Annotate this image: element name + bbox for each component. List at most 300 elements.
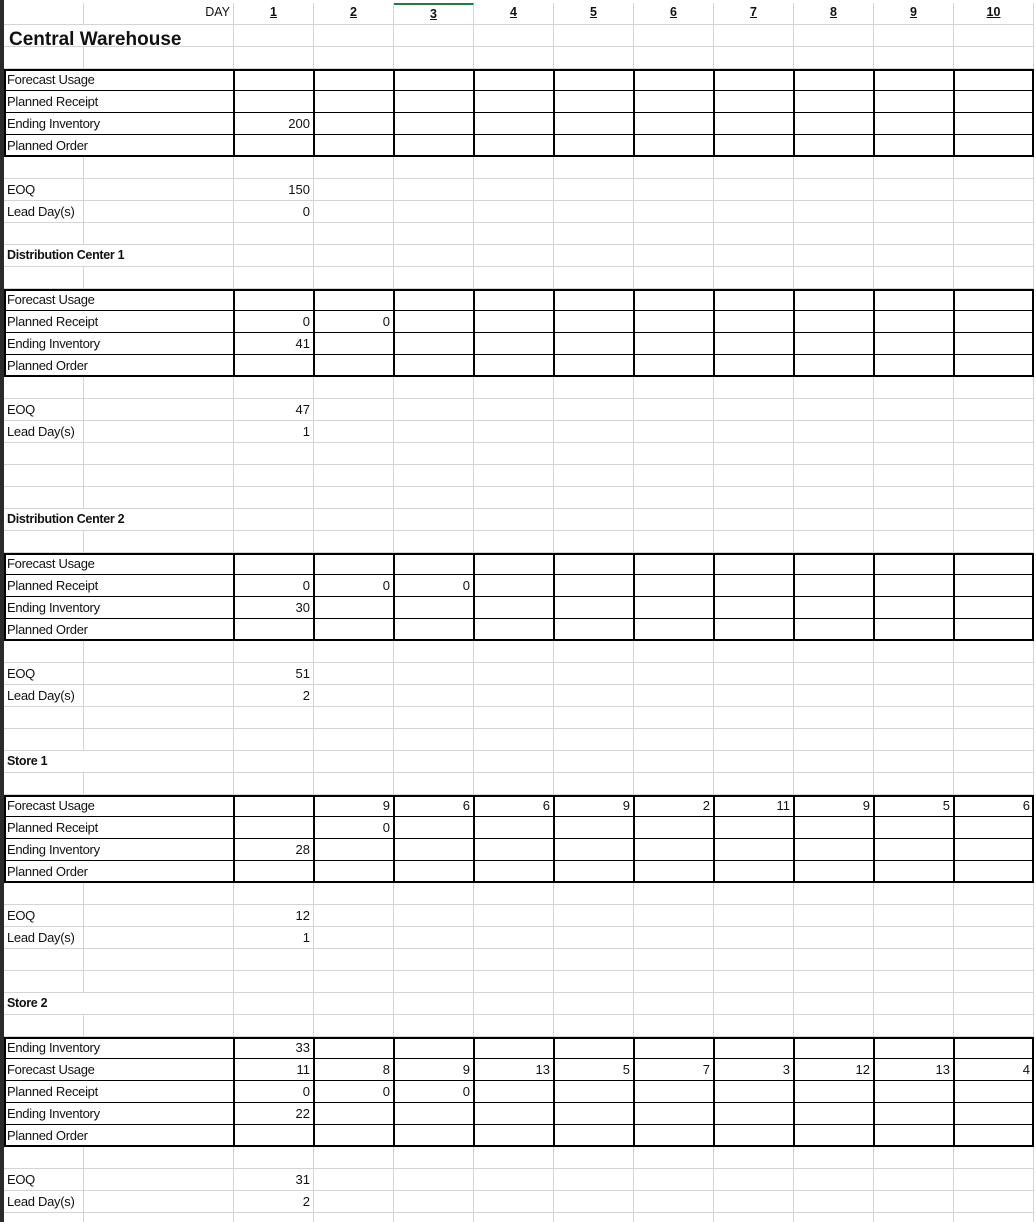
grid-cell[interactable] bbox=[554, 267, 634, 289]
grid-cell[interactable] bbox=[4, 47, 84, 69]
grid-cell[interactable] bbox=[84, 377, 234, 399]
grid-cell[interactable] bbox=[474, 685, 554, 707]
grid-cell[interactable] bbox=[874, 377, 954, 399]
grid-cell[interactable] bbox=[474, 773, 554, 795]
value-cell[interactable] bbox=[314, 289, 394, 311]
grid-cell[interactable] bbox=[394, 377, 474, 399]
grid-cell[interactable] bbox=[634, 179, 714, 201]
value-cell[interactable] bbox=[954, 1081, 1034, 1103]
value-cell[interactable] bbox=[394, 91, 474, 113]
value-cell[interactable] bbox=[954, 113, 1034, 135]
value-cell[interactable] bbox=[314, 333, 394, 355]
grid-cell[interactable] bbox=[474, 641, 554, 663]
grid-cell[interactable] bbox=[954, 993, 1034, 1015]
grid-cell[interactable] bbox=[714, 377, 794, 399]
value-cell[interactable] bbox=[234, 91, 314, 113]
grid-cell[interactable] bbox=[714, 1169, 794, 1191]
value-cell[interactable] bbox=[314, 69, 394, 91]
grid-cell[interactable] bbox=[714, 1015, 794, 1037]
value-cell[interactable] bbox=[234, 1125, 314, 1147]
grid-cell[interactable] bbox=[954, 1191, 1034, 1213]
grid-cell[interactable] bbox=[714, 685, 794, 707]
grid-cell[interactable] bbox=[954, 971, 1034, 993]
grid-cell[interactable] bbox=[714, 223, 794, 245]
grid-cell[interactable] bbox=[874, 685, 954, 707]
grid-cell[interactable] bbox=[234, 1015, 314, 1037]
grid-cell[interactable] bbox=[4, 1147, 84, 1169]
grid-cell[interactable] bbox=[84, 399, 234, 421]
grid-cell[interactable] bbox=[554, 773, 634, 795]
grid-cell[interactable] bbox=[394, 1015, 474, 1037]
value-cell[interactable] bbox=[874, 91, 954, 113]
value-cell[interactable] bbox=[714, 575, 794, 597]
value-cell[interactable] bbox=[954, 333, 1034, 355]
value-cell[interactable] bbox=[394, 597, 474, 619]
value-cell[interactable]: 0 bbox=[314, 1081, 394, 1103]
grid-cell[interactable] bbox=[474, 399, 554, 421]
grid-cell[interactable] bbox=[84, 685, 234, 707]
grid-cell[interactable] bbox=[634, 773, 714, 795]
grid-cell[interactable] bbox=[84, 157, 234, 179]
grid-cell[interactable] bbox=[954, 487, 1034, 509]
value-cell[interactable]: 200 bbox=[234, 113, 314, 135]
grid-cell[interactable] bbox=[234, 245, 314, 267]
grid-cell[interactable] bbox=[874, 927, 954, 949]
value-cell[interactable] bbox=[634, 113, 714, 135]
param-value[interactable]: 0 bbox=[234, 201, 314, 223]
value-cell[interactable] bbox=[474, 113, 554, 135]
grid-cell[interactable] bbox=[314, 685, 394, 707]
value-cell[interactable] bbox=[634, 619, 714, 641]
grid-cell[interactable] bbox=[474, 487, 554, 509]
value-cell[interactable] bbox=[554, 553, 634, 575]
grid-cell[interactable] bbox=[634, 993, 714, 1015]
grid-cell[interactable] bbox=[84, 1147, 234, 1169]
grid-cell[interactable] bbox=[554, 1015, 634, 1037]
grid-cell[interactable] bbox=[874, 883, 954, 905]
grid-cell[interactable] bbox=[874, 641, 954, 663]
grid-cell[interactable] bbox=[954, 509, 1034, 531]
grid-cell[interactable] bbox=[474, 245, 554, 267]
value-cell[interactable] bbox=[874, 553, 954, 575]
value-cell[interactable] bbox=[554, 861, 634, 883]
grid-cell[interactable] bbox=[474, 531, 554, 553]
grid-cell[interactable] bbox=[84, 663, 234, 685]
value-cell[interactable] bbox=[314, 1125, 394, 1147]
value-cell[interactable] bbox=[474, 553, 554, 575]
grid-cell[interactable] bbox=[314, 179, 394, 201]
grid-cell[interactable] bbox=[4, 443, 84, 465]
grid-cell[interactable] bbox=[874, 531, 954, 553]
grid-cell[interactable] bbox=[84, 487, 234, 509]
value-cell[interactable] bbox=[474, 355, 554, 377]
grid-cell[interactable] bbox=[954, 905, 1034, 927]
value-cell[interactable] bbox=[394, 333, 474, 355]
grid-cell[interactable] bbox=[874, 1169, 954, 1191]
grid-cell[interactable] bbox=[474, 949, 554, 971]
grid-cell[interactable] bbox=[394, 245, 474, 267]
value-cell[interactable] bbox=[634, 553, 714, 575]
grid-cell[interactable] bbox=[714, 663, 794, 685]
grid-cell[interactable] bbox=[634, 707, 714, 729]
grid-cell[interactable] bbox=[634, 1015, 714, 1037]
grid-cell[interactable] bbox=[474, 47, 554, 69]
param-value[interactable]: 2 bbox=[234, 1191, 314, 1213]
value-cell[interactable] bbox=[714, 135, 794, 157]
grid-cell[interactable] bbox=[634, 883, 714, 905]
grid-cell[interactable] bbox=[634, 663, 714, 685]
value-cell[interactable]: 3 bbox=[714, 1059, 794, 1081]
value-cell[interactable] bbox=[714, 311, 794, 333]
value-cell[interactable]: 0 bbox=[314, 575, 394, 597]
value-cell[interactable] bbox=[714, 333, 794, 355]
grid-cell[interactable] bbox=[794, 773, 874, 795]
value-cell[interactable]: 30 bbox=[234, 597, 314, 619]
grid-cell[interactable] bbox=[714, 47, 794, 69]
value-cell[interactable] bbox=[314, 597, 394, 619]
grid-cell[interactable] bbox=[794, 1169, 874, 1191]
grid-cell[interactable] bbox=[554, 1213, 634, 1222]
grid-cell[interactable] bbox=[314, 663, 394, 685]
grid-cell[interactable] bbox=[794, 25, 874, 47]
grid-cell[interactable] bbox=[954, 267, 1034, 289]
value-cell[interactable] bbox=[234, 861, 314, 883]
grid-cell[interactable] bbox=[634, 421, 714, 443]
grid-cell[interactable] bbox=[314, 267, 394, 289]
grid-cell[interactable] bbox=[874, 487, 954, 509]
grid-cell[interactable] bbox=[314, 641, 394, 663]
value-cell[interactable] bbox=[634, 817, 714, 839]
grid-cell[interactable] bbox=[874, 245, 954, 267]
value-cell[interactable] bbox=[954, 575, 1034, 597]
grid-cell[interactable] bbox=[634, 905, 714, 927]
grid-cell[interactable] bbox=[794, 905, 874, 927]
grid-cell[interactable] bbox=[314, 707, 394, 729]
grid-cell[interactable] bbox=[794, 883, 874, 905]
grid-cell[interactable] bbox=[314, 443, 394, 465]
grid-cell[interactable] bbox=[874, 267, 954, 289]
grid-cell[interactable] bbox=[554, 509, 634, 531]
value-cell[interactable] bbox=[714, 817, 794, 839]
grid-cell[interactable] bbox=[314, 1213, 394, 1222]
value-cell[interactable] bbox=[874, 839, 954, 861]
grid-cell[interactable] bbox=[794, 751, 874, 773]
grid-cell[interactable] bbox=[714, 465, 794, 487]
grid-cell[interactable] bbox=[634, 509, 714, 531]
grid-cell[interactable] bbox=[474, 421, 554, 443]
value-cell[interactable] bbox=[794, 839, 874, 861]
grid-cell[interactable] bbox=[714, 179, 794, 201]
grid-cell[interactable] bbox=[954, 399, 1034, 421]
grid-cell[interactable] bbox=[634, 641, 714, 663]
value-cell[interactable] bbox=[794, 817, 874, 839]
value-cell[interactable]: 0 bbox=[314, 817, 394, 839]
value-cell[interactable] bbox=[474, 1103, 554, 1125]
value-cell[interactable] bbox=[314, 135, 394, 157]
grid-cell[interactable] bbox=[954, 685, 1034, 707]
value-cell[interactable] bbox=[874, 861, 954, 883]
value-cell[interactable] bbox=[474, 69, 554, 91]
value-cell[interactable] bbox=[554, 597, 634, 619]
grid-cell[interactable] bbox=[554, 993, 634, 1015]
day-number-10[interactable]: 10 bbox=[954, 3, 1034, 25]
grid-cell[interactable] bbox=[474, 971, 554, 993]
grid-cell[interactable] bbox=[234, 223, 314, 245]
value-cell[interactable] bbox=[954, 135, 1034, 157]
grid-cell[interactable] bbox=[634, 1169, 714, 1191]
grid-cell[interactable] bbox=[394, 927, 474, 949]
value-cell[interactable]: 6 bbox=[474, 795, 554, 817]
grid-cell[interactable] bbox=[474, 663, 554, 685]
value-cell[interactable] bbox=[874, 311, 954, 333]
value-cell[interactable] bbox=[474, 575, 554, 597]
grid-cell[interactable] bbox=[954, 179, 1034, 201]
grid-cell[interactable] bbox=[554, 179, 634, 201]
value-cell[interactable] bbox=[714, 839, 794, 861]
grid-cell[interactable] bbox=[394, 223, 474, 245]
value-cell[interactable] bbox=[874, 1081, 954, 1103]
grid-cell[interactable] bbox=[4, 377, 84, 399]
grid-cell[interactable] bbox=[714, 751, 794, 773]
grid-cell[interactable] bbox=[954, 47, 1034, 69]
value-cell[interactable] bbox=[234, 135, 314, 157]
grid-cell[interactable] bbox=[394, 179, 474, 201]
grid-cell[interactable] bbox=[954, 157, 1034, 179]
value-cell[interactable] bbox=[634, 91, 714, 113]
grid-cell[interactable] bbox=[474, 377, 554, 399]
grid-cell[interactable] bbox=[234, 267, 314, 289]
grid-cell[interactable] bbox=[394, 267, 474, 289]
grid-cell[interactable] bbox=[474, 751, 554, 773]
grid-cell[interactable] bbox=[874, 1015, 954, 1037]
value-cell[interactable]: 4 bbox=[954, 1059, 1034, 1081]
value-cell[interactable] bbox=[394, 311, 474, 333]
grid-cell[interactable] bbox=[554, 531, 634, 553]
value-cell[interactable] bbox=[714, 597, 794, 619]
grid-cell[interactable] bbox=[954, 531, 1034, 553]
grid-cell[interactable] bbox=[554, 25, 634, 47]
grid-cell[interactable] bbox=[954, 949, 1034, 971]
value-cell[interactable] bbox=[874, 575, 954, 597]
grid-cell[interactable] bbox=[314, 1015, 394, 1037]
grid-cell[interactable] bbox=[954, 443, 1034, 465]
grid-cell[interactable] bbox=[954, 663, 1034, 685]
grid-cell[interactable] bbox=[234, 25, 314, 47]
value-cell[interactable]: 41 bbox=[234, 333, 314, 355]
grid-cell[interactable] bbox=[954, 707, 1034, 729]
grid-cell[interactable] bbox=[4, 531, 84, 553]
value-cell[interactable] bbox=[634, 861, 714, 883]
grid-cell[interactable] bbox=[234, 993, 314, 1015]
value-cell[interactable]: 2 bbox=[634, 795, 714, 817]
grid-cell[interactable] bbox=[714, 949, 794, 971]
grid-cell[interactable] bbox=[234, 729, 314, 751]
grid-cell[interactable] bbox=[554, 883, 634, 905]
value-cell[interactable]: 5 bbox=[874, 795, 954, 817]
grid-cell[interactable] bbox=[794, 949, 874, 971]
grid-cell[interactable] bbox=[794, 1213, 874, 1222]
grid-cell[interactable] bbox=[794, 377, 874, 399]
day-number-6[interactable]: 6 bbox=[634, 3, 714, 25]
value-cell[interactable] bbox=[314, 1037, 394, 1059]
grid-cell[interactable] bbox=[794, 245, 874, 267]
param-value[interactable]: 1 bbox=[234, 927, 314, 949]
grid-cell[interactable] bbox=[714, 729, 794, 751]
value-cell[interactable] bbox=[234, 619, 314, 641]
grid-cell[interactable] bbox=[4, 223, 84, 245]
grid-cell[interactable] bbox=[634, 487, 714, 509]
grid-cell[interactable] bbox=[874, 1147, 954, 1169]
value-cell[interactable] bbox=[954, 619, 1034, 641]
grid-cell[interactable] bbox=[84, 443, 234, 465]
grid-cell[interactable] bbox=[84, 531, 234, 553]
grid-cell[interactable] bbox=[634, 201, 714, 223]
grid-cell[interactable] bbox=[314, 509, 394, 531]
value-cell[interactable] bbox=[554, 289, 634, 311]
value-cell[interactable] bbox=[954, 839, 1034, 861]
value-cell[interactable] bbox=[794, 289, 874, 311]
grid-cell[interactable] bbox=[474, 157, 554, 179]
grid-cell[interactable] bbox=[234, 47, 314, 69]
grid-cell[interactable] bbox=[954, 641, 1034, 663]
grid-cell[interactable] bbox=[394, 443, 474, 465]
value-cell[interactable] bbox=[874, 69, 954, 91]
grid-cell[interactable] bbox=[4, 883, 84, 905]
grid-cell[interactable] bbox=[394, 509, 474, 531]
grid-cell[interactable] bbox=[954, 421, 1034, 443]
grid-cell[interactable] bbox=[714, 421, 794, 443]
grid-cell[interactable] bbox=[314, 201, 394, 223]
grid-cell[interactable] bbox=[394, 1191, 474, 1213]
grid-cell[interactable] bbox=[314, 905, 394, 927]
value-cell[interactable] bbox=[954, 1037, 1034, 1059]
value-cell[interactable]: 0 bbox=[234, 1081, 314, 1103]
day-number-1[interactable]: 1 bbox=[234, 3, 314, 25]
grid-cell[interactable] bbox=[474, 883, 554, 905]
value-cell[interactable] bbox=[554, 91, 634, 113]
value-cell[interactable] bbox=[954, 597, 1034, 619]
value-cell[interactable] bbox=[554, 575, 634, 597]
grid-cell[interactable] bbox=[874, 751, 954, 773]
grid-cell[interactable] bbox=[954, 201, 1034, 223]
grid-cell[interactable] bbox=[554, 47, 634, 69]
value-cell[interactable] bbox=[314, 91, 394, 113]
grid-cell[interactable] bbox=[474, 1147, 554, 1169]
grid-cell[interactable] bbox=[234, 1213, 314, 1222]
value-cell[interactable] bbox=[474, 839, 554, 861]
grid-cell[interactable] bbox=[234, 157, 314, 179]
grid-cell[interactable] bbox=[84, 421, 234, 443]
value-cell[interactable] bbox=[714, 1103, 794, 1125]
grid-cell[interactable] bbox=[714, 509, 794, 531]
grid-cell[interactable] bbox=[394, 685, 474, 707]
value-cell[interactable] bbox=[314, 619, 394, 641]
value-cell[interactable] bbox=[874, 1103, 954, 1125]
value-cell[interactable] bbox=[554, 1125, 634, 1147]
value-cell[interactable] bbox=[794, 113, 874, 135]
grid-cell[interactable] bbox=[554, 443, 634, 465]
grid-cell[interactable] bbox=[474, 927, 554, 949]
day-number-7[interactable]: 7 bbox=[714, 3, 794, 25]
value-cell[interactable] bbox=[954, 355, 1034, 377]
grid-cell[interactable] bbox=[794, 399, 874, 421]
day-number-2[interactable]: 2 bbox=[314, 3, 394, 25]
value-cell[interactable]: 11 bbox=[234, 1059, 314, 1081]
grid-cell[interactable] bbox=[234, 641, 314, 663]
grid-cell[interactable] bbox=[474, 707, 554, 729]
grid-cell[interactable] bbox=[394, 773, 474, 795]
value-cell[interactable] bbox=[554, 619, 634, 641]
grid-cell[interactable] bbox=[634, 47, 714, 69]
value-cell[interactable]: 28 bbox=[234, 839, 314, 861]
grid-cell[interactable] bbox=[84, 201, 234, 223]
grid-cell[interactable] bbox=[314, 729, 394, 751]
grid-cell[interactable] bbox=[474, 179, 554, 201]
grid-cell[interactable] bbox=[474, 1169, 554, 1191]
value-cell[interactable]: 12 bbox=[794, 1059, 874, 1081]
grid-cell[interactable] bbox=[314, 751, 394, 773]
grid-cell[interactable] bbox=[874, 1191, 954, 1213]
value-cell[interactable]: 13 bbox=[474, 1059, 554, 1081]
value-cell[interactable] bbox=[954, 311, 1034, 333]
grid-cell[interactable] bbox=[874, 993, 954, 1015]
grid-cell[interactable] bbox=[634, 25, 714, 47]
value-cell[interactable]: 9 bbox=[794, 795, 874, 817]
value-cell[interactable]: 9 bbox=[554, 795, 634, 817]
value-cell[interactable]: 11 bbox=[714, 795, 794, 817]
grid-cell[interactable] bbox=[234, 465, 314, 487]
grid-cell[interactable] bbox=[394, 971, 474, 993]
value-cell[interactable]: 33 bbox=[234, 1037, 314, 1059]
grid-cell[interactable] bbox=[794, 993, 874, 1015]
grid-cell[interactable] bbox=[554, 949, 634, 971]
grid-cell[interactable] bbox=[954, 1015, 1034, 1037]
grid-cell[interactable] bbox=[714, 1147, 794, 1169]
grid-cell[interactable] bbox=[394, 641, 474, 663]
value-cell[interactable] bbox=[554, 839, 634, 861]
value-cell[interactable] bbox=[314, 839, 394, 861]
grid-cell[interactable] bbox=[634, 729, 714, 751]
grid-cell[interactable] bbox=[554, 685, 634, 707]
grid-cell[interactable] bbox=[794, 421, 874, 443]
grid-cell[interactable] bbox=[874, 399, 954, 421]
grid-cell[interactable] bbox=[234, 509, 314, 531]
grid-cell[interactable] bbox=[554, 245, 634, 267]
day-number-3[interactable]: 3 bbox=[394, 3, 474, 25]
grid-cell[interactable] bbox=[474, 1191, 554, 1213]
grid-cell[interactable] bbox=[874, 465, 954, 487]
grid-cell[interactable] bbox=[394, 663, 474, 685]
day-number-9[interactable]: 9 bbox=[874, 3, 954, 25]
grid-cell[interactable] bbox=[954, 773, 1034, 795]
grid-cell[interactable] bbox=[234, 377, 314, 399]
grid-cell[interactable] bbox=[394, 25, 474, 47]
grid-cell[interactable] bbox=[634, 1147, 714, 1169]
value-cell[interactable] bbox=[634, 1103, 714, 1125]
grid-cell[interactable] bbox=[84, 1213, 234, 1222]
value-cell[interactable] bbox=[794, 91, 874, 113]
value-cell[interactable] bbox=[634, 289, 714, 311]
value-cell[interactable] bbox=[794, 1081, 874, 1103]
grid-cell[interactable] bbox=[874, 223, 954, 245]
grid-cell[interactable] bbox=[794, 157, 874, 179]
param-value[interactable]: 31 bbox=[234, 1169, 314, 1191]
value-cell[interactable] bbox=[634, 1125, 714, 1147]
grid-cell[interactable] bbox=[314, 245, 394, 267]
value-cell[interactable] bbox=[794, 1037, 874, 1059]
grid-cell[interactable] bbox=[794, 1015, 874, 1037]
value-cell[interactable] bbox=[474, 817, 554, 839]
